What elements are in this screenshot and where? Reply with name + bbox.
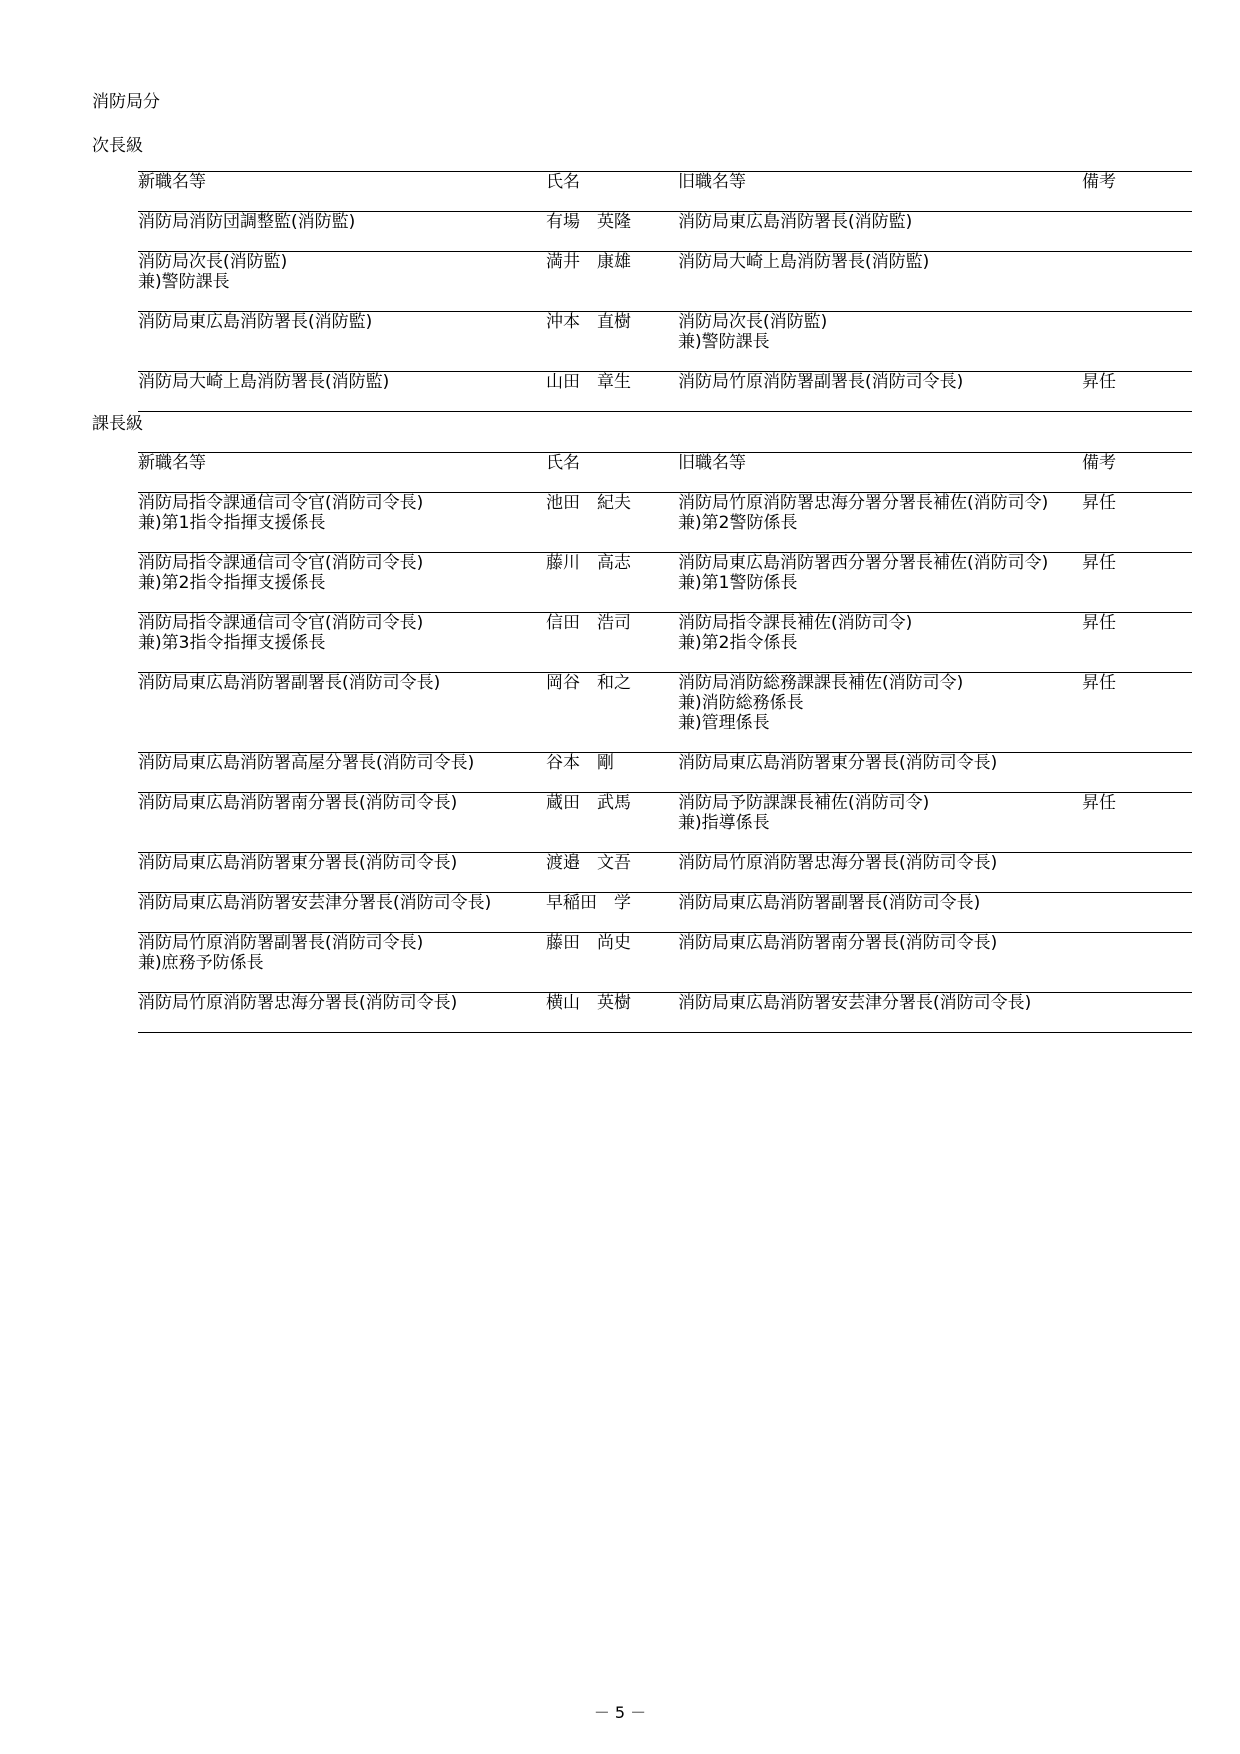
table-row: [138, 252, 1192, 312]
person-name-cell: 渡邉 文吾: [546, 853, 631, 873]
old-position-cell: [678, 613, 1082, 673]
remarks-cell: 昇任: [1082, 553, 1116, 573]
new-position-cell: [138, 493, 546, 553]
old-position-cell: [678, 312, 1082, 372]
column-header-old-position: 旧職名等: [678, 172, 746, 192]
old-position-cell-line: 消防局東広島消防署安芸津分署長(消防司令長): [678, 993, 1032, 1013]
new-position-cell-line: 消防局東広島消防署長(消防監): [138, 312, 373, 332]
person-name-cell: 藤田 尚史: [546, 933, 631, 953]
new-position-cell-line: 消防局消防団調整監(消防監): [138, 212, 356, 232]
new-position-cell-line: 兼)警防課長: [138, 272, 230, 292]
old-position-cell-line: 消防局東広島消防署西分署分署長補佐(消防司令): [678, 553, 1049, 573]
remarks-cell: [1082, 252, 1192, 312]
old-position-cell-line: 消防局竹原消防署忠海分署長(消防司令長): [678, 853, 998, 873]
new-position-cell: [138, 312, 546, 372]
old-position-cell: [678, 673, 1082, 753]
remarks-cell: 昇任: [1082, 673, 1116, 693]
old-position-cell-line: 消防局消防総務課課長補佐(消防司令): [678, 673, 964, 693]
table-row: [138, 673, 1192, 753]
new-position-cell-line: 消防局東広島消防署南分署長(消防司令長): [138, 793, 458, 813]
new-position-cell-line: 消防局竹原消防署忠海分署長(消防司令長): [138, 993, 458, 1013]
new-position-cell-line: 兼)第3指令指揮支援係長: [138, 633, 326, 653]
new-position-cell: [138, 933, 546, 993]
person-name-cell: 蔵田 武馬: [546, 793, 631, 813]
old-position-cell-line: 兼)管理係長: [678, 713, 770, 733]
table-row: [138, 793, 1192, 853]
roster-table-jichou: [138, 171, 1192, 412]
table-header-row: [138, 172, 1192, 212]
roster-table-kachou: [138, 452, 1192, 1033]
new-position-cell: [138, 993, 546, 1033]
old-position-cell-line: 消防局次長(消防監): [678, 312, 828, 332]
new-position-cell-line: 消防局東広島消防署安芸津分署長(消防司令長): [138, 893, 492, 913]
remarks-cell: [1082, 893, 1192, 933]
table-row: [138, 493, 1192, 553]
table-row: [138, 893, 1192, 933]
person-name-cell: 山田 章生: [546, 372, 631, 392]
old-position-cell-line: 消防局指令課長補佐(消防司令): [678, 613, 913, 633]
old-position-cell-line: 兼)消防総務係長: [678, 693, 804, 713]
old-position-cell-line: 兼)指導係長: [678, 813, 770, 833]
person-name-cell: 満井 康雄: [546, 252, 631, 272]
new-position-cell: [138, 252, 546, 312]
old-position-cell-line: 消防局大崎上島消防署長(消防監): [678, 252, 930, 272]
new-position-cell: [138, 853, 546, 893]
old-position-cell: [678, 252, 1082, 312]
old-position-cell: [678, 212, 1082, 252]
table-row: [138, 933, 1192, 993]
new-position-cell-line: 消防局指令課通信司令官(消防司令長): [138, 493, 424, 513]
table-row: [138, 312, 1192, 372]
person-name-cell: 岡谷 和之: [546, 673, 631, 693]
new-position-cell-line: 兼)庶務予防係長: [138, 953, 264, 973]
remarks-cell: [1082, 993, 1192, 1033]
new-position-cell-line: 消防局竹原消防署副署長(消防司令長): [138, 933, 424, 953]
old-position-cell-line: 消防局東広島消防署南分署長(消防司令長): [678, 933, 998, 953]
old-position-cell-line: 消防局東広島消防署長(消防監): [678, 212, 913, 232]
old-position-cell-line: 兼)第2指令係長: [678, 633, 798, 653]
section-heading-jichou: 次長級: [92, 136, 143, 156]
person-name-cell: 谷本 剛: [546, 753, 614, 773]
table-row: [138, 753, 1192, 793]
table-row: [138, 372, 1192, 412]
page-number: － 5 －: [593, 1703, 647, 1722]
person-name-cell: 信田 浩司: [546, 613, 631, 633]
old-position-cell: [678, 372, 1082, 412]
person-name-cell: 池田 紀夫: [546, 493, 631, 513]
column-header-new-position: 新職名等: [138, 172, 206, 192]
old-position-cell-line: 兼)第1警防係長: [678, 573, 798, 593]
person-name-cell: 藤川 高志: [546, 553, 631, 573]
old-position-cell: [678, 793, 1082, 853]
new-position-cell-line: 兼)第2指令指揮支援係長: [138, 573, 326, 593]
old-position-cell: [678, 493, 1082, 553]
new-position-cell-line: 消防局指令課通信司令官(消防司令長): [138, 613, 424, 633]
new-position-cell: [138, 553, 546, 613]
new-position-cell-line: 消防局指令課通信司令官(消防司令長): [138, 553, 424, 573]
person-name-cell: 横山 英樹: [546, 993, 631, 1013]
table-row: [138, 613, 1192, 673]
person-name-cell: 有場 英隆: [546, 212, 631, 232]
remarks-cell: [1082, 933, 1192, 993]
table-header-row: [138, 453, 1192, 493]
column-header-name: 氏名: [546, 172, 580, 192]
column-header-new-position: 新職名等: [138, 453, 206, 473]
table-row: [138, 993, 1192, 1033]
person-name-cell: 早稲田 学: [546, 893, 631, 913]
old-position-cell: [678, 553, 1082, 613]
person-name-cell: 沖本 直樹: [546, 312, 631, 332]
old-position-cell-line: 兼)第2警防係長: [678, 513, 798, 533]
column-header-remarks: 備考: [1082, 453, 1116, 473]
old-position-cell: [678, 933, 1082, 993]
remarks-cell: [1082, 853, 1192, 893]
old-position-cell-line: 消防局竹原消防署副署長(消防司令長): [678, 372, 964, 392]
new-position-cell-line: 兼)第1指令指揮支援係長: [138, 513, 326, 533]
column-header-name: 氏名: [546, 453, 580, 473]
table-row: [138, 212, 1192, 252]
remarks-cell: [1082, 753, 1192, 793]
remarks-cell: [1082, 212, 1192, 252]
document-title: 消防局分: [92, 92, 160, 112]
new-position-cell-line: 消防局次長(消防監): [138, 252, 288, 272]
old-position-cell-line: 消防局東広島消防署東分署長(消防司令長): [678, 753, 998, 773]
old-position-cell: [678, 753, 1082, 793]
table-row: [138, 853, 1192, 893]
new-position-cell: [138, 753, 546, 793]
table-row: [138, 553, 1192, 613]
column-header-remarks: 備考: [1082, 172, 1116, 192]
column-header-old-position: 旧職名等: [678, 453, 746, 473]
section-heading-kachou: 課長級: [92, 414, 143, 434]
remarks-cell: 昇任: [1082, 493, 1116, 513]
new-position-cell-line: 消防局大崎上島消防署長(消防監): [138, 372, 390, 392]
old-position-cell: [678, 893, 1082, 933]
remarks-cell: 昇任: [1082, 372, 1116, 392]
remarks-cell: [1082, 312, 1192, 372]
old-position-cell-line: 消防局竹原消防署忠海分署分署長補佐(消防司令): [678, 493, 1049, 513]
new-position-cell-line: 消防局東広島消防署東分署長(消防司令長): [138, 853, 458, 873]
old-position-cell: [678, 993, 1082, 1033]
new-position-cell: [138, 212, 546, 252]
remarks-cell: 昇任: [1082, 613, 1116, 633]
new-position-cell: [138, 613, 546, 673]
old-position-cell-line: 消防局予防課課長補佐(消防司令): [678, 793, 930, 813]
new-position-cell: [138, 793, 546, 853]
remarks-cell: 昇任: [1082, 793, 1116, 813]
new-position-cell: [138, 372, 546, 412]
old-position-cell: [678, 853, 1082, 893]
new-position-cell: [138, 893, 546, 933]
new-position-cell-line: 消防局東広島消防署高屋分署長(消防司令長): [138, 753, 475, 773]
old-position-cell-line: 消防局東広島消防署副署長(消防司令長): [678, 893, 981, 913]
new-position-cell-line: 消防局東広島消防署副署長(消防司令長): [138, 673, 441, 693]
old-position-cell-line: 兼)警防課長: [678, 332, 770, 352]
new-position-cell: [138, 673, 546, 753]
